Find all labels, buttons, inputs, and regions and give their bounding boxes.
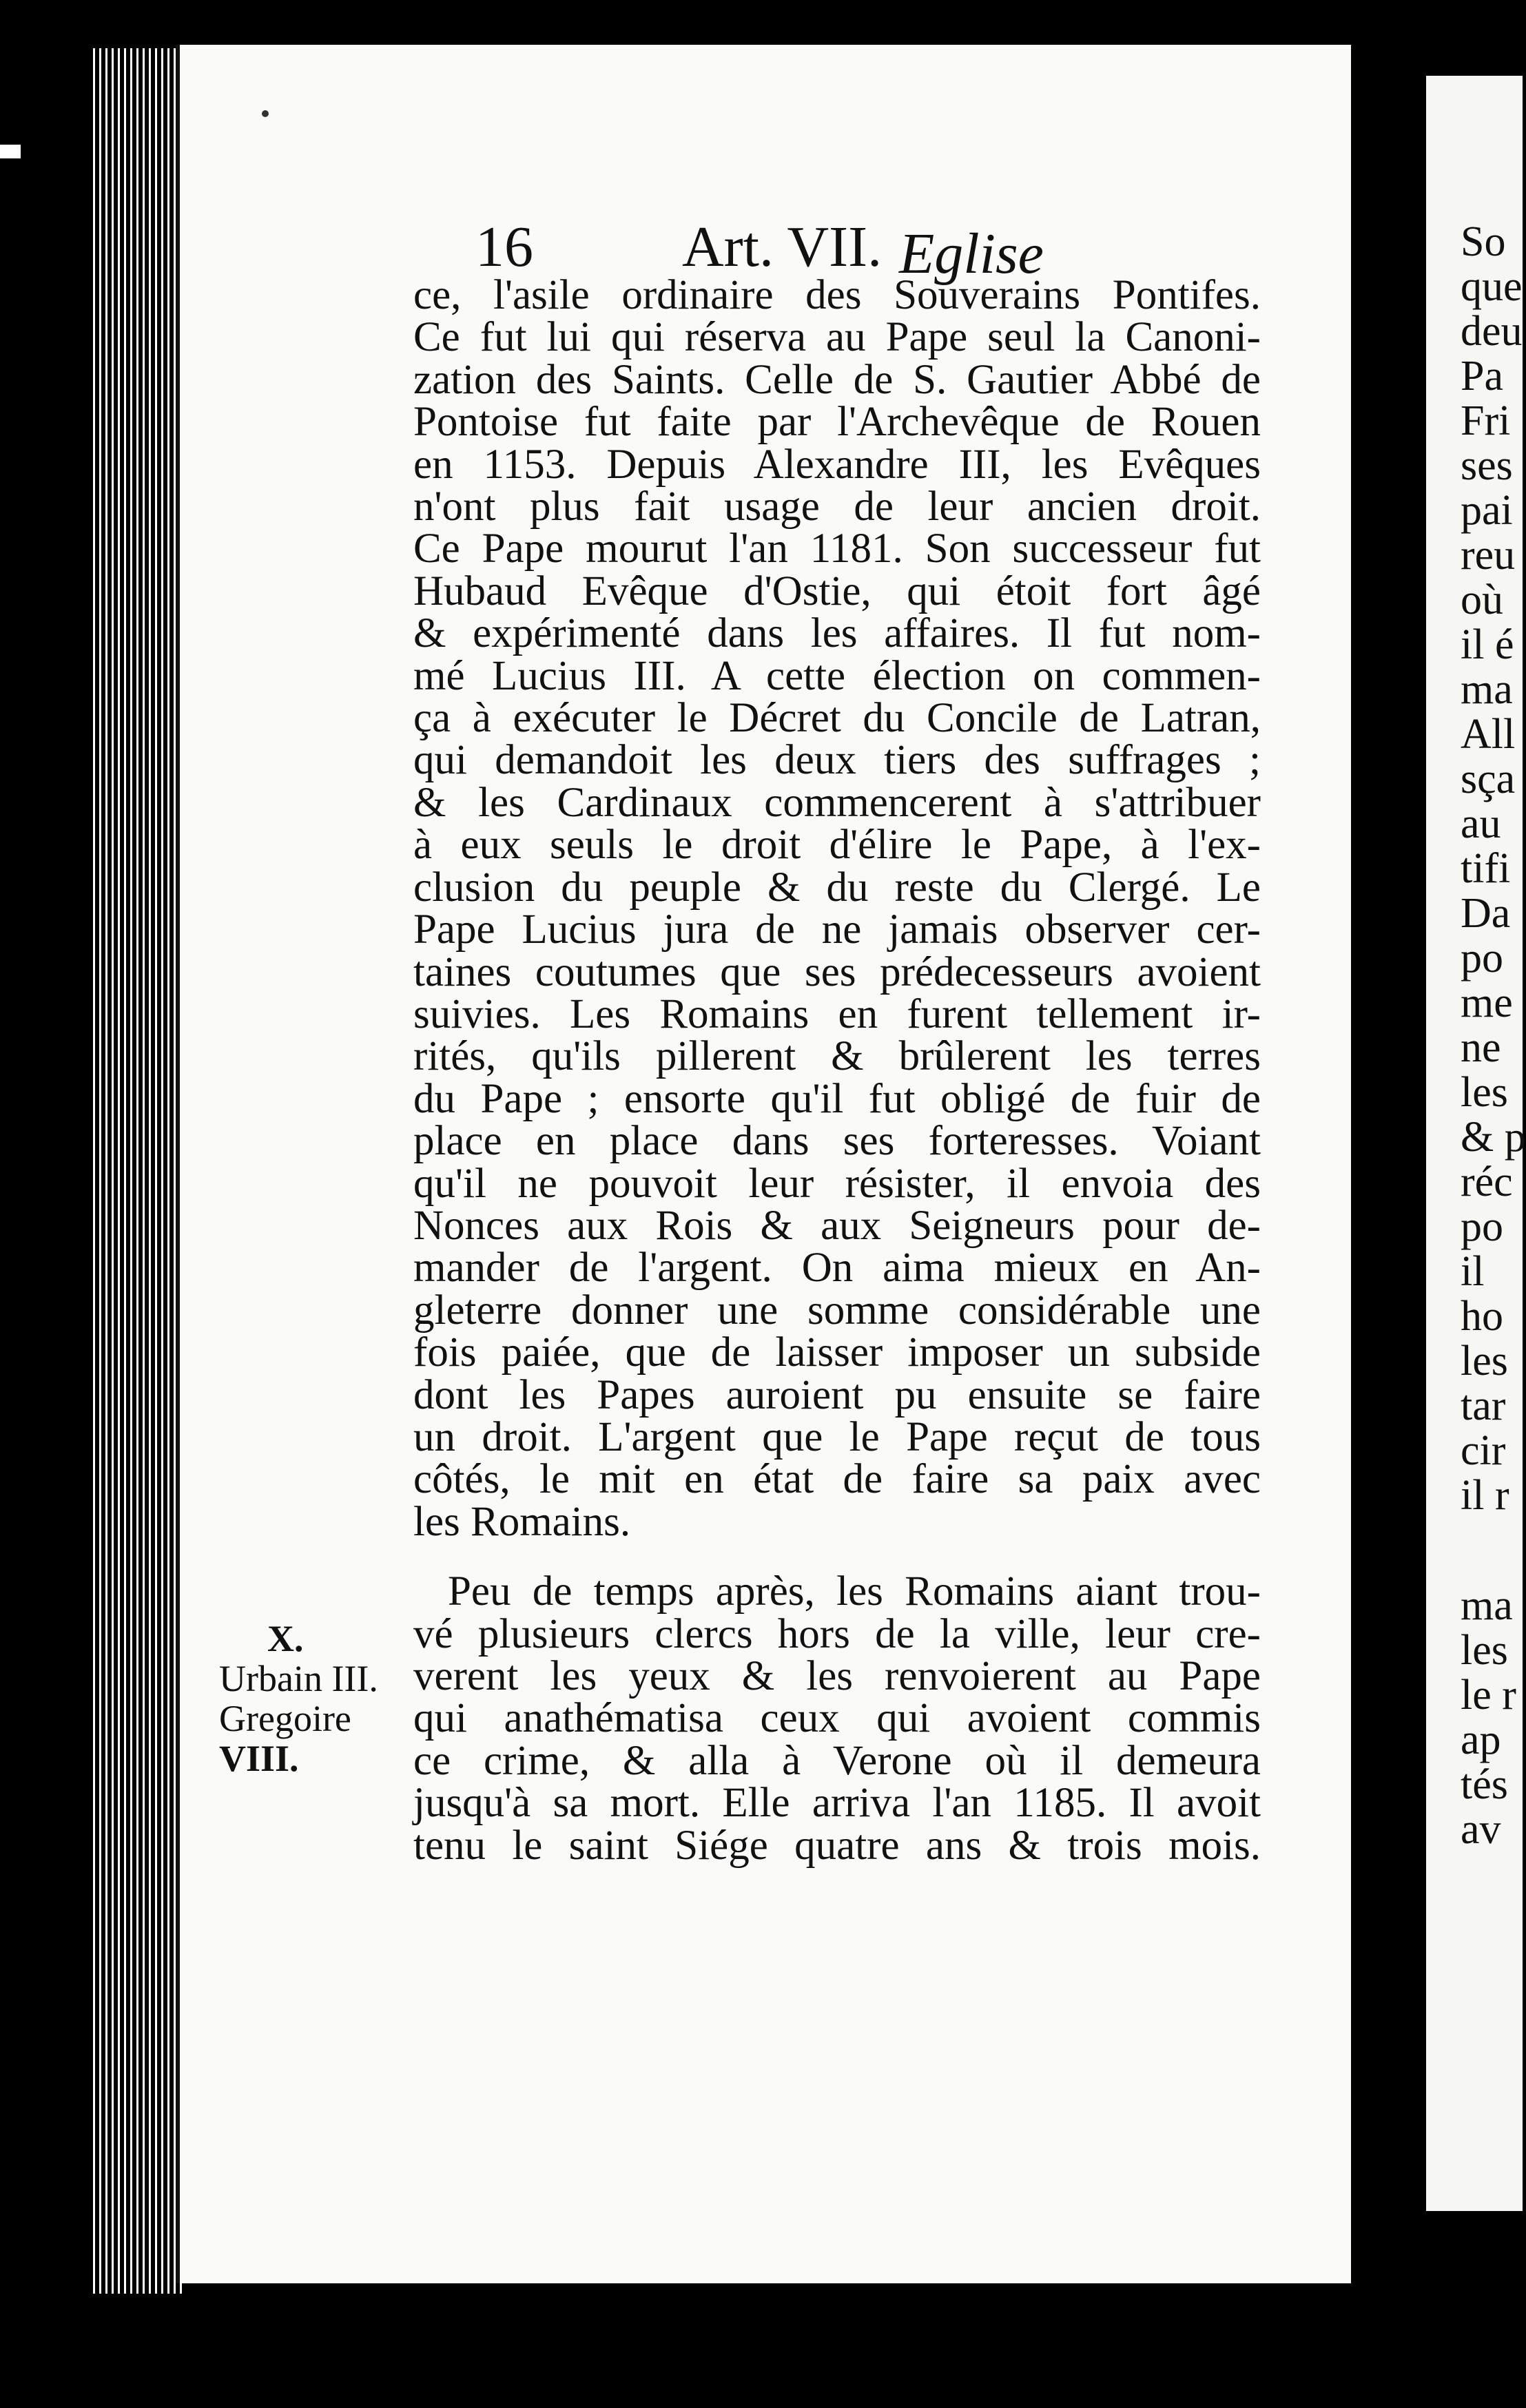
adjacent-page-text: que: [1461, 263, 1523, 310]
text-line: qui anathématisa ceux qui avoient commis: [413, 1695, 1261, 1742]
adjacent-page-text: Fri: [1461, 397, 1511, 444]
adjacent-page-text: ma: [1461, 666, 1513, 713]
text-line: du Pape ; ensorte qu'il fut obligé de fuir de: [413, 1075, 1261, 1122]
margin-note-number: X.: [267, 1618, 304, 1659]
adjacent-page-text: il: [1461, 1248, 1485, 1295]
adjacent-page-text: ap: [1461, 1716, 1501, 1763]
adjacent-page-text: All: [1461, 711, 1516, 758]
adjacent-page-text: Da: [1461, 890, 1511, 937]
page-number: 16: [475, 215, 533, 279]
adjacent-page-text: le r: [1461, 1672, 1516, 1719]
margin-note-line: VIII.: [219, 1738, 299, 1779]
margin-note-line: Gregoire: [219, 1698, 351, 1739]
adjacent-page-text: & p: [1461, 1114, 1526, 1161]
text-line: ça à exécuter le Décret du Concile de Latran,: [413, 695, 1261, 742]
text-line: mé Lucius III. A cette élection on commen-: [413, 652, 1261, 699]
text-line: qu'il ne pouvoit leur résister, il envoia des: [413, 1160, 1261, 1207]
adjacent-page-text: cir: [1461, 1427, 1506, 1474]
adjacent-page-text: au: [1461, 800, 1501, 847]
running-word: Eglise: [899, 222, 1044, 286]
text-line: fois paiée, que de laisser imposer un subside: [413, 1329, 1261, 1376]
text-line: & les Cardinaux commencerent à s'attribuer: [413, 779, 1261, 826]
text-line: Nonces aux Rois & aux Seigneurs pour de-: [413, 1202, 1261, 1249]
text-line: rités, qu'ils pillerent & brûlerent les terres: [413, 1033, 1261, 1080]
adjacent-page-text: où: [1461, 577, 1503, 623]
adjacent-page-text: les: [1461, 1069, 1508, 1116]
article-title: Art. VII.: [682, 215, 883, 279]
text-line: en 1153. Depuis Alexandre III, les Evêques: [413, 441, 1261, 488]
text-line: tenu le saint Siége quatre ans & trois mois.: [413, 1822, 1261, 1869]
text-line: côtés, le mit en état de faire sa paix avec: [413, 1456, 1261, 1503]
adjacent-page-text: pai: [1461, 487, 1513, 534]
adjacent-page-text: il r: [1461, 1472, 1509, 1519]
adjacent-page-text: réc: [1461, 1159, 1513, 1205]
adjacent-page-text: ma: [1461, 1582, 1513, 1629]
adjacent-page-text: Pa: [1461, 353, 1503, 399]
adjacent-page-text: tés: [1461, 1761, 1508, 1808]
adjacent-page-text: me: [1461, 979, 1513, 1026]
text-line: vé plusieurs clercs hors de la ville, leur cre-: [413, 1610, 1261, 1657]
ink-speck: [262, 110, 269, 117]
text-line: Pontoise fut faite par l'Archevêque de Rouen: [413, 399, 1261, 446]
text-line: verent les yeux & les renvoierent au Pape: [413, 1653, 1261, 1699]
text-line: jusqu'à sa mort. Elle arriva l'an 1185. Il avoit: [413, 1780, 1261, 1827]
adjacent-page-fragment: [1426, 76, 1526, 2211]
text-line: Peu de temps après, les Romains aiant trou-: [448, 1568, 1261, 1615]
text-line: taines coutumes que ses prédecesseurs avoient: [413, 948, 1261, 995]
text-line: place en place dans ses forteresses. Voiant: [413, 1118, 1261, 1165]
text-line: gleterre donner une somme considérable une: [413, 1287, 1261, 1333]
text-line: suivies. Les Romains en furent tellement ir-: [413, 990, 1261, 1037]
adjacent-page-text: ne: [1461, 1024, 1501, 1071]
text-line: clusion du peuple & du reste du Clergé. Le: [413, 864, 1261, 911]
text-line: un droit. L'argent que le Pape reçut de tous: [413, 1413, 1261, 1460]
adjacent-page-text: So: [1461, 218, 1506, 265]
text-line: n'ont plus fait usage de leur ancien droit.: [413, 484, 1261, 530]
adjacent-page-text: po: [1461, 935, 1503, 982]
adjacent-page-text: il é: [1461, 621, 1514, 668]
adjacent-page-text: reu: [1461, 532, 1516, 579]
paragraph-gap: [413, 1543, 1261, 1570]
text-line: Ce Pape mourut l'an 1181. Son successeur fut: [413, 526, 1261, 572]
text-line: mander de l'argent. On aima mieux en An-: [413, 1245, 1261, 1291]
text-line: dont les Papes auroient pu ensuite se faire: [413, 1371, 1261, 1418]
text-line: ce, l'asile ordinaire des Souverains Pontifes.: [413, 272, 1261, 318]
adjacent-page-text: po: [1461, 1203, 1503, 1250]
text-line: les Romains.: [413, 1498, 631, 1545]
adjacent-page-text: ses: [1461, 442, 1513, 489]
text-line: qui demandoit les deux tiers des suffrages ;: [413, 737, 1261, 784]
adjacent-page-text: les: [1461, 1338, 1508, 1384]
adjacent-page-text: av: [1461, 1806, 1501, 1853]
adjacent-page-text: tifi: [1461, 845, 1511, 892]
margin-note: [219, 1619, 398, 1778]
text-line: zation des Saints. Celle de S. Gautier Abbé de: [413, 356, 1261, 403]
text-line: à eux seuls le droit d'élire le Pape, à l'ex-: [413, 822, 1261, 869]
text-line: & expérimenté dans les affaires. Il fut nom-: [413, 610, 1261, 657]
adjacent-page-text: sça: [1461, 756, 1516, 802]
adjacent-page-text: tar: [1461, 1382, 1506, 1429]
text-line: ce crime, & alla à Verone où il demeura: [413, 1737, 1261, 1784]
text-line: Ce fut lui qui réserva au Pape seul la Canoni-: [413, 314, 1261, 361]
text-line: Hubaud Evêque d'Ostie, qui étoit fort âgé: [413, 568, 1261, 614]
text-line: Pape Lucius jura de ne jamais observer cer-: [413, 906, 1261, 953]
adjacent-page-text: ho: [1461, 1293, 1503, 1340]
adjacent-page-text: les: [1461, 1627, 1508, 1674]
margin-note-line: Urbain III.: [219, 1658, 378, 1699]
scan-edge-mark: [0, 145, 21, 158]
adjacent-page-text: deu: [1461, 308, 1523, 355]
body-text: [413, 274, 1261, 1867]
book-spine-edges: [93, 48, 183, 2294]
